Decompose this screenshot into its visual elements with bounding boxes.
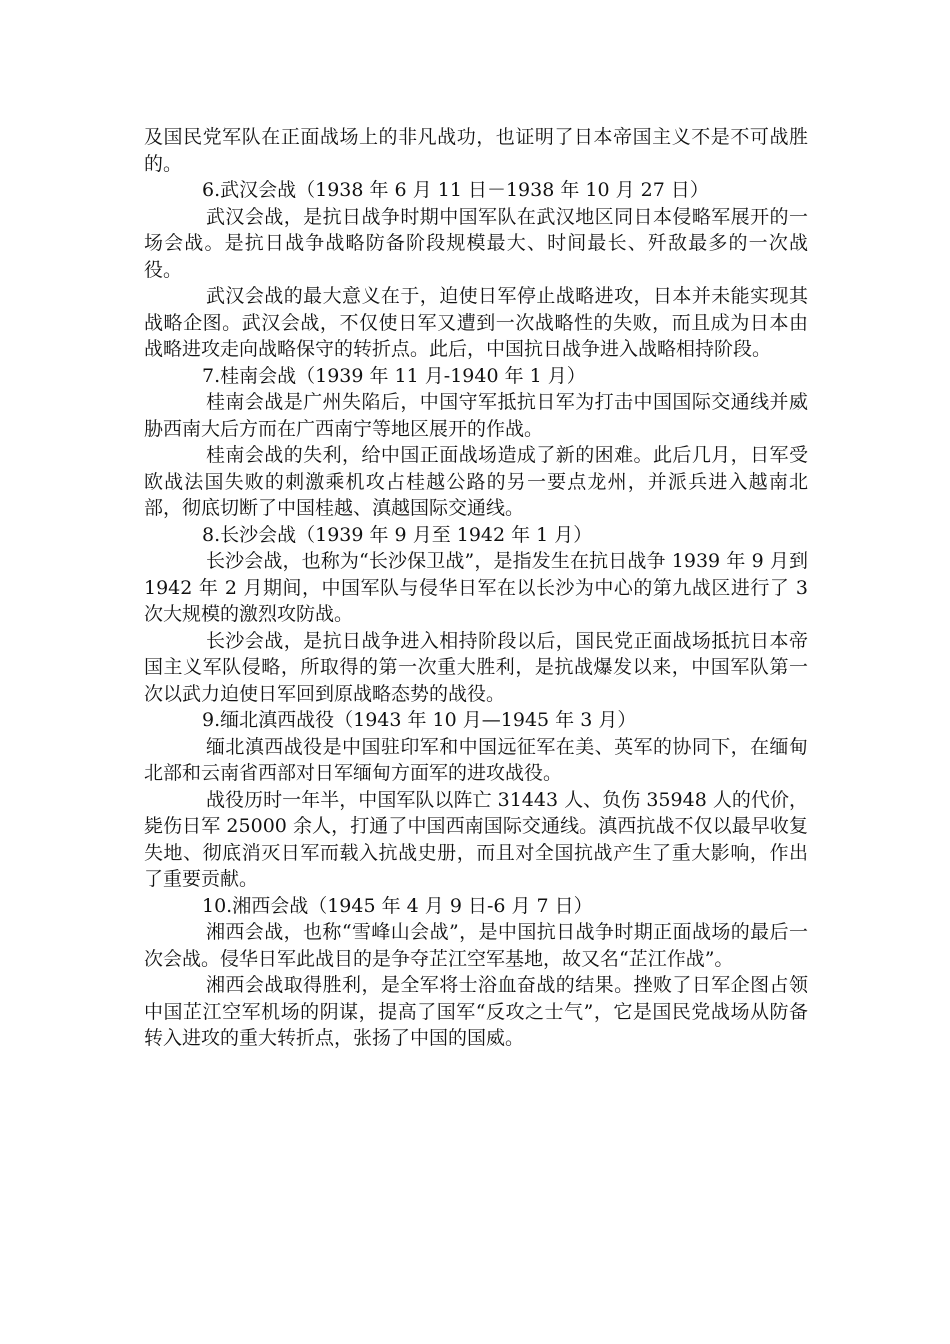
paragraph-changsha-overview: 长沙会战，也称为“长沙保卫战”，是指发生在抗日战争 1939 年 9 月到 1942 年 2 月期间，中国军队与侵华日军在以长沙为中心的第九战区进行了 3 次大规模的激烈攻防战。 — [144, 550, 808, 625]
paragraph-wuhan-significance: 武汉会战的最大意义在于，迫使日军停止战略进攻，日本并未能实现其战略企图。武汉会战，不仅使日军又遭到一次战略性的失败，而且成为日本由战略进攻走向战略保守的转折点。此后，中国抗日战争进入战略相持阶段。 — [144, 285, 808, 360]
heading-burma-yunnan-campaign: 9.缅北滇西战役（1943 年 10 月—1945 年 3 月） — [202, 709, 637, 731]
paragraph-guinan-overview: 桂南会战是广州失陷后，中国守军抵抗日军为打击中国国际交通线并威胁西南大后方而在广西南宁等地区展开的作战。 — [144, 391, 808, 440]
heading-guinan-battle: 7.桂南会战（1939 年 11 月-1940 年 1 月） — [202, 364, 586, 387]
heading-wuhan-battle: 6.武汉会战（1938 年 6 月 11 日－1938 年 10 月 27 日） — [202, 179, 709, 201]
paragraph-burma-yunnan-overview: 缅北滇西战役是中国驻印军和中国远征军在美、英军的协同下，在缅甸北部和云南省西部对日军缅甸方面军的进攻战役。 — [144, 735, 808, 784]
paragraph-changsha-significance: 长沙会战，是抗日战争进入相持阶段以后，国民党正面战场抵抗日本帝国主义军队侵略，所取得的第一次重大胜利，是抗战爆发以来，中国军队第一次以武力迫使日军回到原战略态势的战役。 — [144, 629, 808, 705]
paragraph-wuhan-overview: 武汉会战，是抗日战争时期中国军队在武汉地区同日本侵略军展开的一场会战。是抗日战争战略防备阶段规模最大、时间最长、歼敌最多的一次战役。 — [144, 205, 808, 281]
heading-changsha-battle: 8.长沙会战（1939 年 9 月至 1942 年 1 月） — [202, 523, 593, 546]
paragraph-burma-yunnan-significance: 战役历时一年半，中国军队以阵亡 31443 人、负伤 35948 人的代价，毙伤日军 25000 余人，打通了中国西南国际交通线。滇西抗战不仅以最早收复失地、彻底消灭日军而载入抗战史册，而且对全国抗战产生了重大影响，作出了重要贡献。 — [144, 788, 808, 890]
heading-xiangxi-battle: 10.湘西会战（1945 年 4 月 9 日-6 月 7 日） — [202, 894, 593, 917]
paragraph-xiangxi-overview: 湘西会战，也称“雪峰山会战”，是中国抗日战争时期正面战场的最后一次会战。侵华日军此战目的是争夺芷江空军基地，故又名“芷江作战”。 — [144, 921, 808, 970]
paragraph-continuation: 及国民党军队在正面战场上的非凡战功，也证明了日本帝国主义不是不可战胜的。 — [144, 126, 808, 175]
document-body — [144, 124, 808, 1052]
paragraph-guinan-significance: 桂南会战的失利，给中国正面战场造成了新的困难。此后几月，日军受欧战法国失败的刺激乘机攻占桂越公路的另一要点龙州，并派兵进入越南北部，彻底切断了中国桂越、滇越国际交通线。 — [144, 444, 808, 519]
paragraph-xiangxi-significance: 湘西会战取得胜利，是全军将士浴血奋战的结果。挫败了日军企图占领中国芷江空军机场的阴谋，提高了国军“反攻之士气”，它是国民党战场从防备转入进攻的重大转折点，张扬了中国的国威。 — [144, 974, 808, 1049]
